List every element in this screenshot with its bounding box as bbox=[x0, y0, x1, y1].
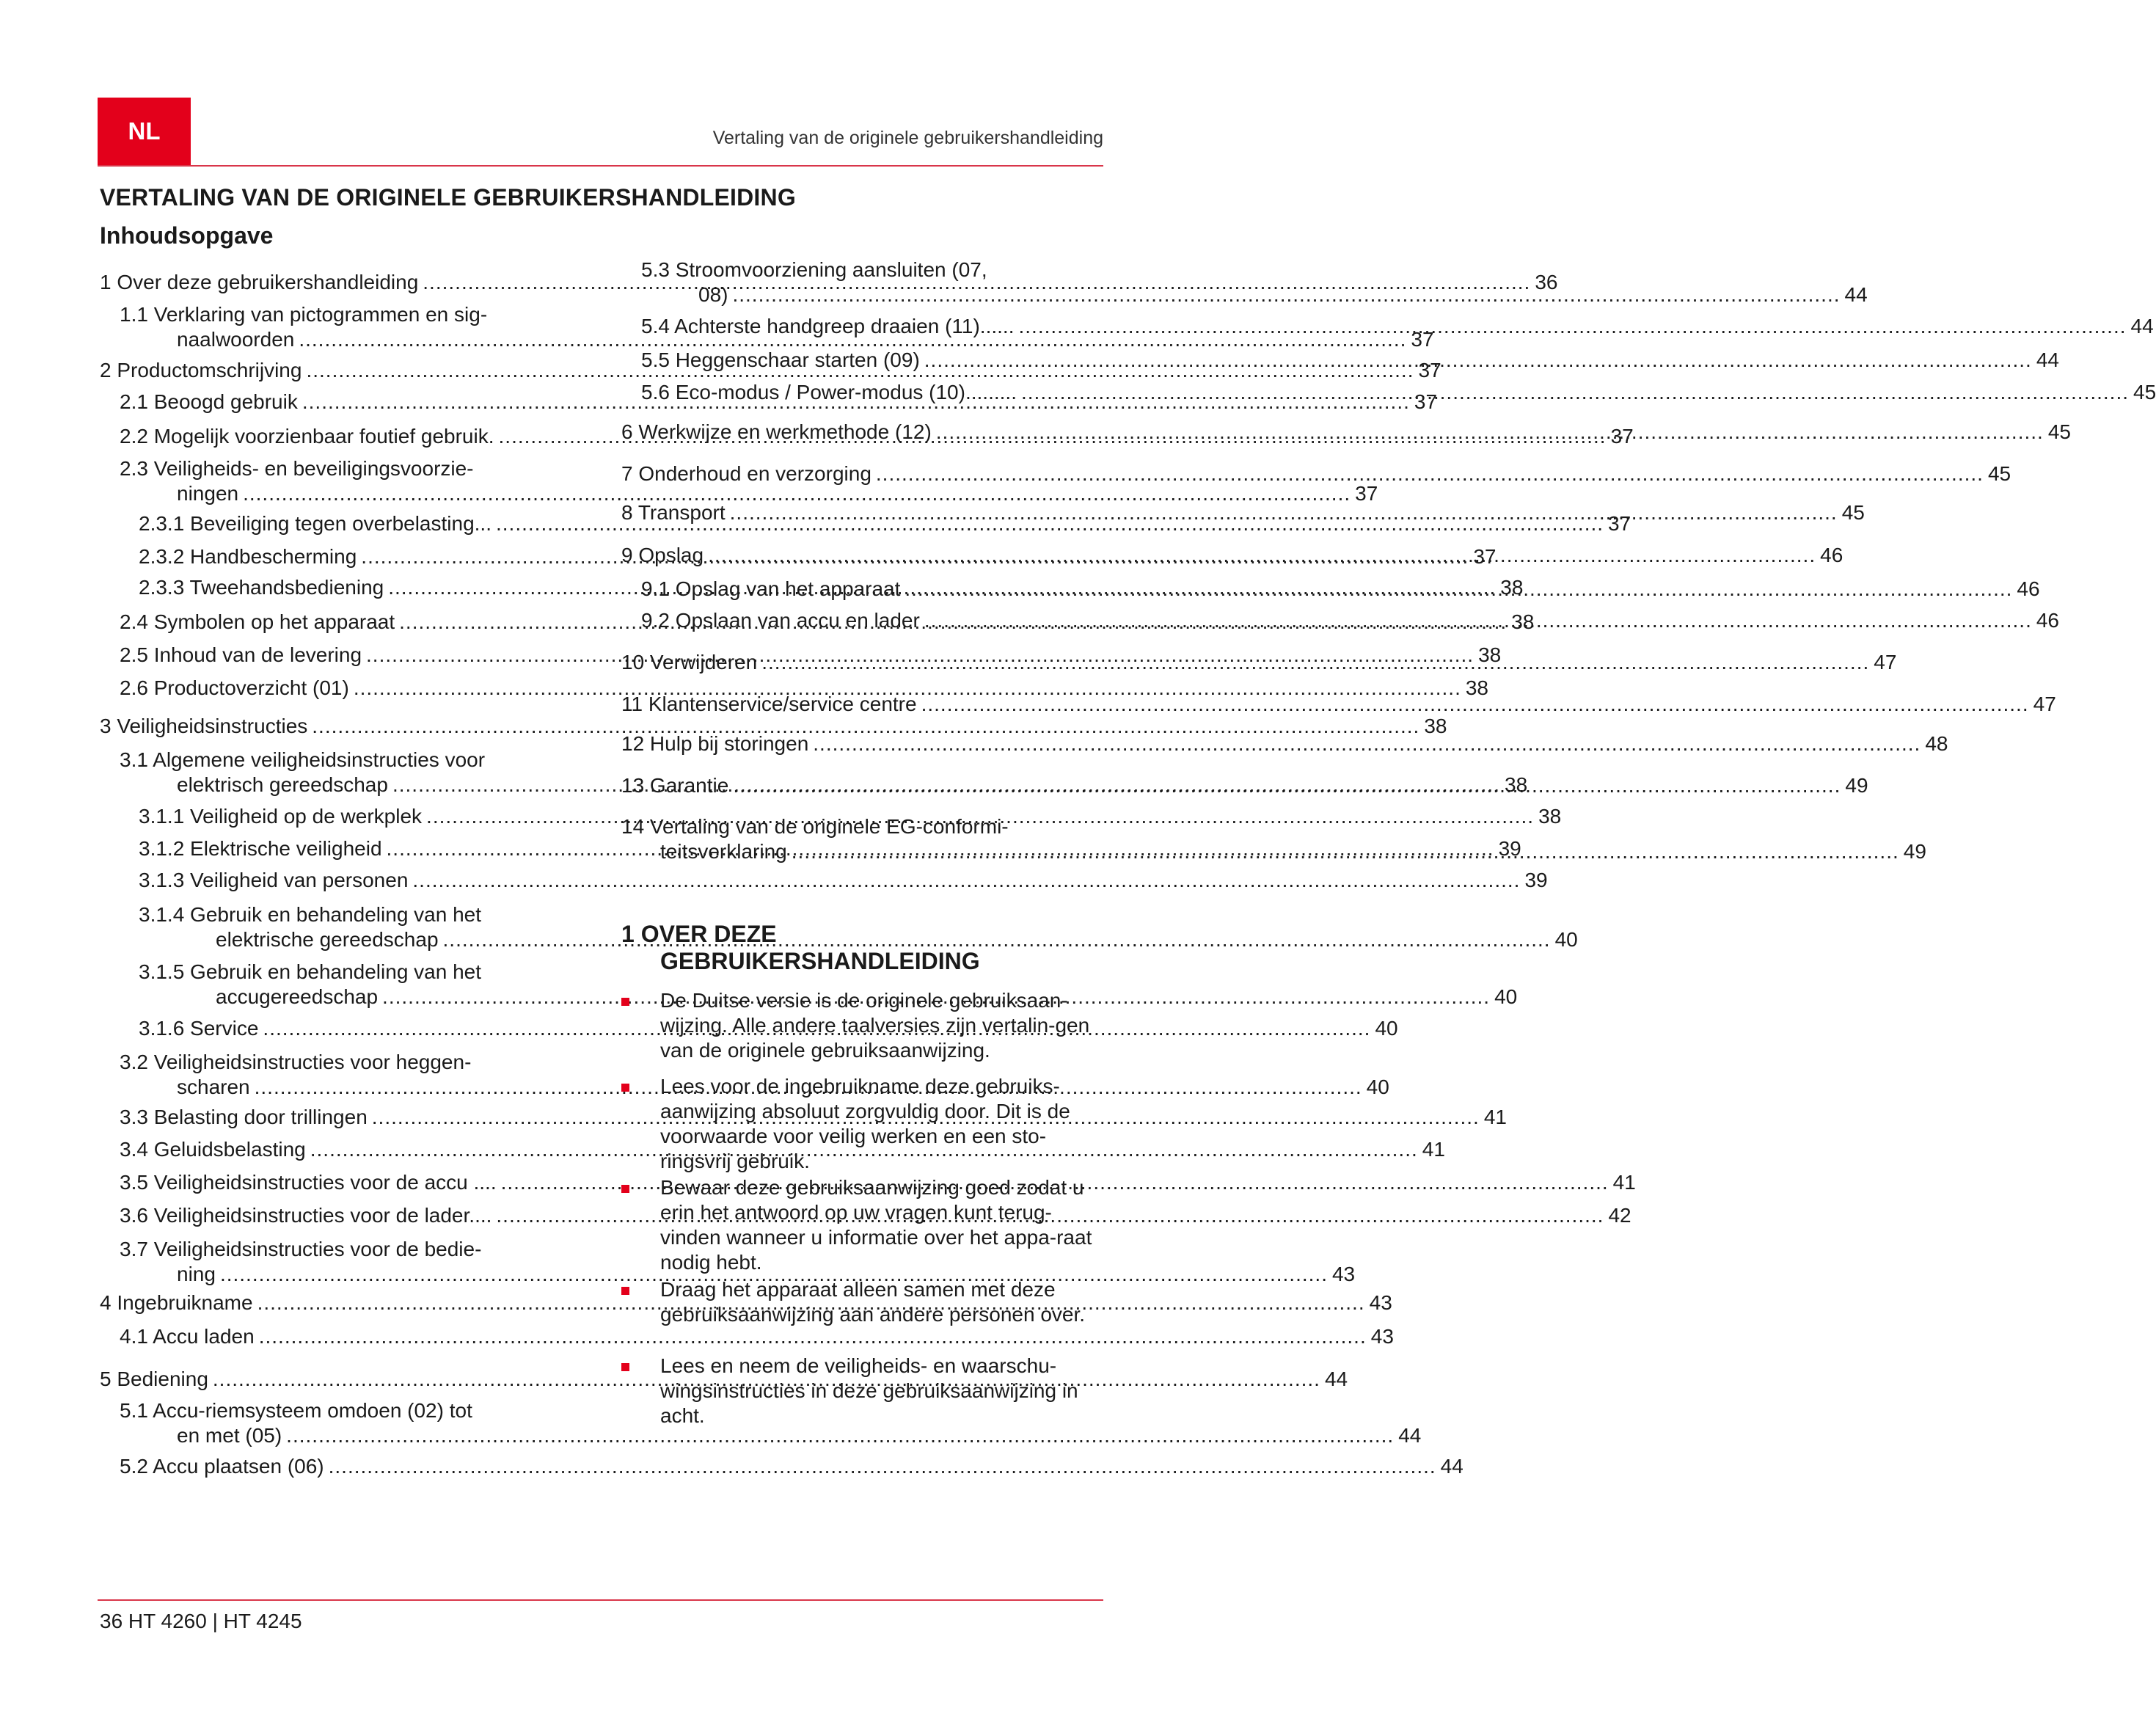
toc-entry-text: 2.3.2 Handbescherming bbox=[139, 545, 357, 568]
toc-entry-text-cont: ning bbox=[177, 1263, 216, 1285]
toc-entry-text: 14 Vertaling van de originele EG-conformi- bbox=[621, 815, 1009, 838]
toc-page-number: 39 bbox=[1524, 869, 1548, 891]
toc-page-number: 40 bbox=[1494, 985, 1518, 1008]
toc-entry-text: 5.1 Accu-riemsysteem omdoen (02) tot bbox=[120, 1399, 472, 1422]
toc-page-number: 45 bbox=[2133, 381, 2156, 404]
toc-page-number: 36 bbox=[1535, 271, 1558, 293]
toc-page-number: 41 bbox=[1422, 1138, 1445, 1161]
toc-entry-text: 5.6 Eco-modus / Power-modus (10)......... bbox=[641, 381, 1017, 404]
toc-entry[interactable] bbox=[100, 1398, 1422, 1448]
toc-page-number: 38 bbox=[1424, 715, 1447, 737]
toc-page-number: 43 bbox=[1370, 1325, 1394, 1348]
toc-page-number: 41 bbox=[1612, 1171, 1636, 1194]
toc-page-number: 44 bbox=[1440, 1455, 1463, 1478]
toc-leader-dots bbox=[412, 868, 1520, 893]
toc-entry[interactable] bbox=[100, 1367, 1348, 1392]
toc-leader-dots bbox=[733, 773, 1841, 798]
toc-leader-dots bbox=[924, 348, 2032, 373]
toc-page-number: 37 bbox=[1608, 512, 1631, 535]
toc-leader-dots bbox=[1021, 380, 2129, 405]
bullet-text: Draag het apparaat alleen samen met deze gebruiksaanwijzing aan andere personen over. bbox=[660, 1278, 1086, 1326]
toc-entry[interactable] bbox=[621, 731, 1948, 756]
toc-entry-text: 3.1.6 Service bbox=[139, 1017, 259, 1040]
toc-entry-text: 1 Over deze gebruikershandleiding bbox=[100, 271, 419, 293]
toc-entry-text: 4 Ingebruikname bbox=[100, 1291, 253, 1314]
toc-page-number: 41 bbox=[1483, 1106, 1507, 1128]
toc-page-number: 38 bbox=[1465, 676, 1489, 699]
toc-entry-text: 9 Opslag bbox=[621, 544, 704, 566]
toc-leader-dots bbox=[730, 500, 1838, 525]
toc-entry-text: 6 Werkwijze en werkmethode (12) bbox=[621, 420, 932, 443]
toc-leader-dots bbox=[813, 731, 1921, 756]
toc-leader-dots bbox=[443, 928, 1551, 951]
toc-entry-text-cont: elektrisch gereedschap bbox=[177, 773, 388, 796]
toc-entry[interactable] bbox=[100, 1237, 1356, 1287]
toc-entry-text: 3.3 Belasting door trillingen bbox=[120, 1106, 368, 1128]
toc-entry-text-cont: 08) bbox=[698, 283, 728, 306]
toc-page-number: 40 bbox=[1366, 1076, 1389, 1098]
toc-page-number: 49 bbox=[1903, 840, 1926, 863]
toc-entry[interactable] bbox=[100, 1170, 1636, 1195]
toc-entry-text: 7 Onderhoud en verzorging bbox=[621, 462, 871, 485]
toc-entry-text-cont: naalwoorden bbox=[177, 328, 295, 351]
toc-entry-text: 5 Bediening bbox=[100, 1368, 208, 1390]
toc-page-number: 42 bbox=[1608, 1204, 1631, 1227]
toc-entry-text: 11 Klantenservice/service centre bbox=[621, 693, 917, 715]
toc-entry-text: 2.3.3 Tweehandsbediening bbox=[139, 576, 384, 599]
toc-page-number: 38 bbox=[1500, 576, 1524, 599]
toc-entry-text: 9.2 Opslaan van accu en lader bbox=[641, 609, 920, 632]
toc-page-number: 45 bbox=[2047, 420, 2071, 443]
toc-page-number: 48 bbox=[1925, 732, 1948, 755]
toc-page-number: 37 bbox=[1473, 545, 1497, 568]
toc-entry-text: 3.1.4 Gebruik en behandeling van het bbox=[139, 903, 482, 926]
toc-entry-text: 8 Transport bbox=[621, 501, 726, 524]
bullet-square-icon bbox=[621, 1084, 629, 1092]
toc-entry-text-cont: scharen bbox=[177, 1076, 250, 1098]
bullet-text: Bewaar deze gebruiksaanwijzing goed zodat u erin het antwoord op uw vragen kunt terug-vinden wanneer u informatie over het appa-raat nodig hebt. bbox=[660, 1176, 1092, 1274]
toc-leader-dots bbox=[792, 840, 1899, 863]
toc-page-number: 45 bbox=[1987, 462, 2011, 485]
toc-page-number: 38 bbox=[1538, 805, 1562, 828]
toc-entry-text: 1.1 Verklaring van pictogrammen en sig- bbox=[120, 303, 488, 326]
toc-entry-text: 2.1 Beoogd gebruik bbox=[120, 390, 298, 413]
toc-entry-text: 3 Veiligheidsinstructies bbox=[100, 715, 308, 737]
toc-leader-dots bbox=[329, 1454, 1436, 1479]
toc-page-number: 38 bbox=[1505, 773, 1528, 796]
toc-entry-text: 2.3 Veiligheids- en beveiligingsvoorzie- bbox=[120, 457, 474, 480]
bullet-square-icon bbox=[621, 998, 629, 1006]
toc-heading: Inhoudsopgave bbox=[100, 222, 274, 249]
toc-entry-text: 3.7 Veiligheidsinstructies voor de bedie- bbox=[120, 1238, 482, 1260]
toc-entry[interactable] bbox=[100, 1137, 1445, 1162]
toc-leader-dots bbox=[708, 543, 1816, 568]
toc-page-number: 45 bbox=[1841, 501, 1865, 524]
toc-entry[interactable] bbox=[621, 314, 2154, 339]
bullet-text: Lees en neem de veiligheids- en waarschu-wingsinstructies in deze gebruiksaanwijzing in acht. bbox=[660, 1354, 1078, 1427]
toc-entry-text: 3.1.3 Veiligheid van personen bbox=[139, 869, 409, 891]
toc-page-number: 37 bbox=[1418, 359, 1441, 381]
toc-page-number: 38 bbox=[1511, 610, 1535, 633]
bullet-square-icon bbox=[621, 1287, 629, 1295]
toc-page-number: 49 bbox=[1845, 774, 1868, 797]
toc-entry-text: 3.1.2 Elektrische veiligheid bbox=[139, 837, 382, 860]
toc-entry[interactable] bbox=[100, 1105, 1507, 1130]
toc-leader-dots bbox=[761, 650, 1869, 675]
toc-entry-text: 3.5 Veiligheidsinstructies voor de accu .... bbox=[120, 1171, 497, 1194]
toc-page-number: 44 bbox=[1398, 1424, 1422, 1447]
toc-entry-text: 3.1 Algemene veiligheidsinstructies voor bbox=[120, 748, 486, 771]
toc-page-number: 44 bbox=[2036, 348, 2059, 371]
toc-entry-text: 5.2 Accu plaatsen (06) bbox=[120, 1455, 324, 1478]
toc-entry[interactable] bbox=[100, 868, 1548, 893]
bullet-item bbox=[621, 1074, 1098, 1174]
toc-entry[interactable] bbox=[100, 1454, 1463, 1479]
page-footer: 36 HT 4260 | HT 4245 bbox=[100, 1610, 302, 1632]
toc-page-number: 40 bbox=[1554, 928, 1578, 951]
toc-page-number: 43 bbox=[1331, 1263, 1356, 1285]
toc-page-number: 47 bbox=[2033, 693, 2056, 715]
toc-page-number: 39 bbox=[1498, 837, 1521, 860]
bullet-item bbox=[621, 1277, 1098, 1327]
toc-entry-text: 2.6 Productoverzicht (01) bbox=[120, 676, 349, 699]
toc-entry-text: 2.4 Symbolen op het apparaat bbox=[120, 610, 395, 633]
toc-page-number: 40 bbox=[1375, 1017, 1398, 1040]
bullet-text: De Duitse versie is de originele gebruiksaan-wijzing. Alle andere taalversies zijn vertalin-gen van de originele gebruiksaanwijzing. bbox=[660, 989, 1090, 1062]
toc-leader-dots bbox=[732, 283, 1840, 306]
toc-entry-text-cont: elektrische gereedschap bbox=[216, 928, 439, 951]
language-code: NL bbox=[128, 117, 161, 145]
toc-entry[interactable] bbox=[100, 1203, 1631, 1228]
document-title: VERTALING VAN DE ORIGINELE GEBRUIKERSHANDLEIDING bbox=[100, 184, 796, 211]
toc-entry-text: 3.1.1 Veiligheid op de werkplek bbox=[139, 805, 423, 828]
toc-entry-text-cont: en met (05) bbox=[177, 1424, 282, 1447]
section-heading-line1: 1 OVER DEZE bbox=[621, 921, 777, 947]
toc-entry-text: 2.3.1 Beveiliging tegen overbelasting... bbox=[139, 512, 492, 535]
toc-page-number: 37 bbox=[1610, 425, 1634, 448]
header-divider bbox=[98, 165, 1103, 167]
toc-entry-text: 4.1 Accu laden bbox=[120, 1325, 255, 1348]
toc-entry-text: 3.1.5 Gebruik en behandeling van het bbox=[139, 960, 482, 983]
toc-entry-text: 12 Hulp bij storingen bbox=[621, 732, 809, 755]
toc-page-number: 37 bbox=[1414, 390, 1438, 413]
toc-entry-text: 9.1 Opslag van het apparaat bbox=[641, 577, 901, 600]
toc-entry-text: 2 Productomschrijving bbox=[100, 359, 302, 381]
toc-page-number: 46 bbox=[2017, 577, 2040, 600]
language-badge bbox=[98, 98, 191, 165]
toc-leader-dots bbox=[1018, 314, 2126, 339]
running-title: Vertaling van de originele gebruikershandleiding bbox=[712, 128, 1103, 148]
toc-entry-text-cont: teitsverklaring bbox=[660, 840, 787, 863]
toc-page-number: 46 bbox=[2036, 609, 2060, 632]
toc-entry[interactable] bbox=[100, 676, 1489, 701]
toc-entry-text-cont: accugereedschap bbox=[216, 985, 379, 1008]
toc-entry[interactable] bbox=[100, 1050, 1389, 1100]
toc-entry[interactable] bbox=[100, 714, 1447, 739]
toc-entry[interactable] bbox=[100, 1016, 1398, 1041]
bullet-item bbox=[621, 1175, 1098, 1275]
toc-entry-text: 3.2 Veiligheidsinstructies voor heggen- bbox=[120, 1051, 472, 1073]
toc-entry-text: 5.4 Achterste handgreep draaien (11)...... bbox=[641, 315, 1015, 337]
toc-page-number: 47 bbox=[1874, 651, 1897, 673]
toc-entry-text: 3.6 Veiligheidsinstructies voor de lader.... bbox=[120, 1204, 492, 1227]
toc-entry-text: 3.4 Geluidsbelasting bbox=[120, 1138, 306, 1161]
bullet-text: Lees voor de ingebruikname deze gebruiks-aanwijzing absoluut zorgvuldig door. Dit is de voorwaarde voor veilig werken en een sto-ringsvrij gebruik. bbox=[660, 1075, 1070, 1172]
toc-entry-text: 2.5 Inhoud van de levering bbox=[120, 643, 362, 666]
section-heading-line2: GEBRUIKERSHANDLEIDING bbox=[660, 948, 980, 974]
bullet-item bbox=[621, 1354, 1098, 1428]
toc-entry-text: 5.3 Stroomvoorziening aansluiten (07, bbox=[641, 258, 987, 281]
toc-entry-text: 2.2 Mogelijk voorzienbaar foutief gebruik. bbox=[120, 425, 494, 448]
toc-leader-dots bbox=[876, 461, 1984, 486]
toc-entry-text-cont: ningen bbox=[177, 482, 239, 505]
footer-divider bbox=[98, 1599, 1103, 1601]
toc-entry[interactable] bbox=[621, 692, 2056, 717]
toc-leader-dots bbox=[259, 1324, 1367, 1349]
section-heading bbox=[621, 921, 980, 975]
toc-entry-text: 5.5 Heggenschaar starten (09) bbox=[641, 348, 920, 371]
toc-entry-text: 13 Garantie bbox=[621, 774, 729, 797]
bullet-square-icon bbox=[621, 1363, 629, 1371]
toc-page-number: 44 bbox=[1844, 283, 1868, 306]
bullet-square-icon bbox=[621, 1185, 629, 1193]
toc-entry-text: 10 Verwijderen bbox=[621, 651, 758, 673]
toc-leader-dots bbox=[936, 420, 2044, 445]
toc-page-number: 38 bbox=[1478, 643, 1502, 666]
bullet-item bbox=[621, 988, 1098, 1063]
toc-page-number: 37 bbox=[1411, 328, 1434, 351]
toc-page-number: 46 bbox=[1820, 544, 1843, 566]
toc-page-number: 43 bbox=[1369, 1291, 1392, 1314]
toc-leader-dots bbox=[905, 577, 2012, 602]
toc-page-number: 44 bbox=[2130, 315, 2154, 337]
toc-leader-dots bbox=[924, 608, 2032, 633]
toc-entry[interactable] bbox=[100, 1324, 1394, 1349]
toc-page-number: 37 bbox=[1355, 482, 1378, 505]
toc-leader-dots bbox=[921, 692, 2029, 717]
toc-entry[interactable] bbox=[621, 461, 2011, 486]
toc-page-number: 44 bbox=[1324, 1368, 1348, 1390]
